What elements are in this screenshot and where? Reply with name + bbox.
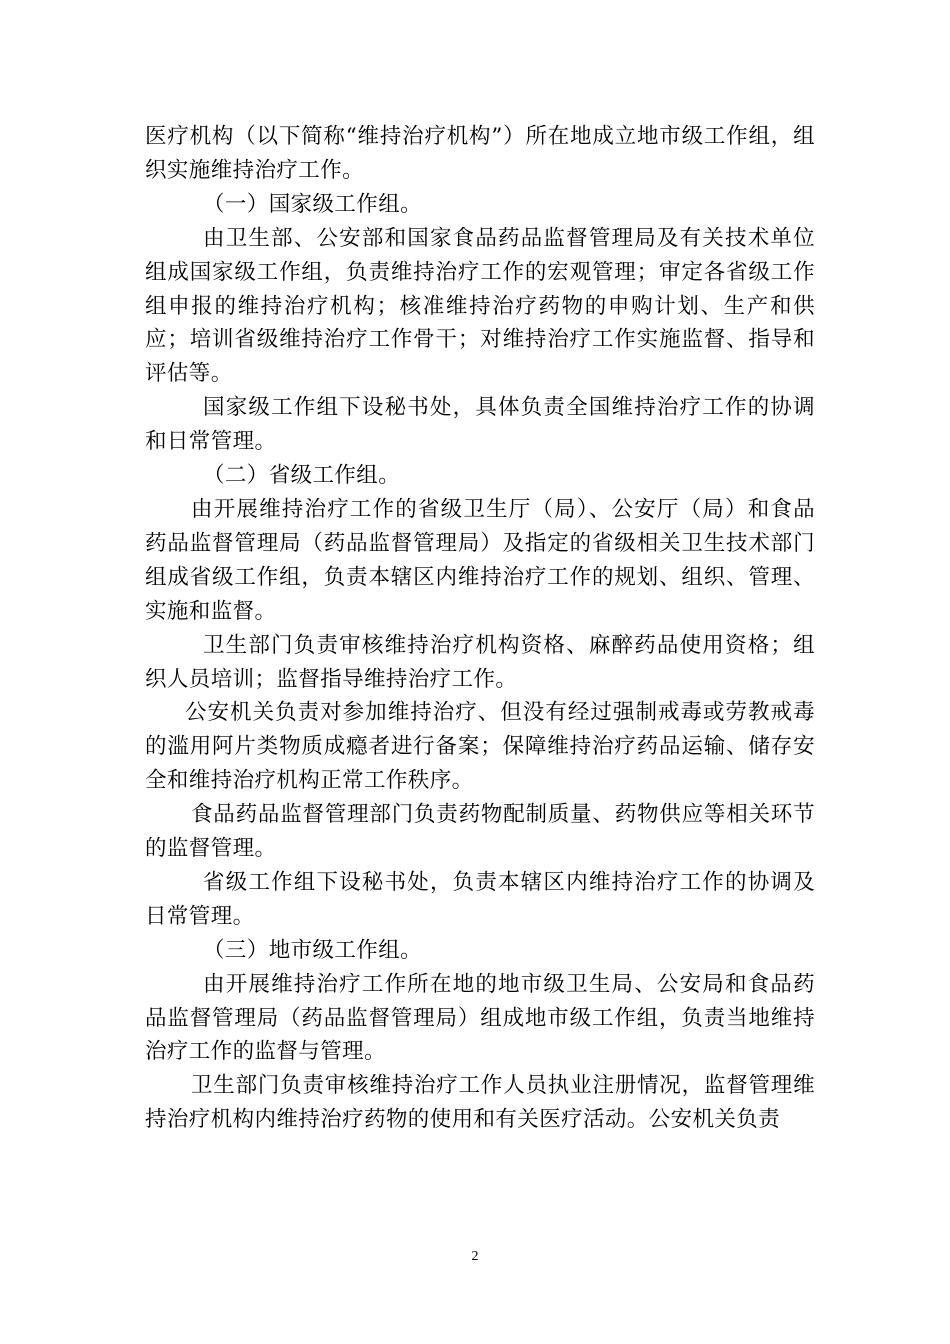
paragraph-municipal-group: 由开展维持治疗工作所在地的地市级卫生局、公安局和食品药品监督管理局（药品监督管理局）组成地市级工作组，负责当地维持治疗工作的监督与管理。 — [145, 971, 815, 1065]
heading-provincial-group: （二）省级工作组。 — [203, 463, 401, 489]
paragraph-health-department: 卫生部门负责审核维持治疗机构资格、麻醉药品使用资格；组织人员培训；监督指导维持治疗工作。 — [145, 632, 815, 692]
paragraph-national-group: 由卫生部、公安部和国家食品药品监督管理局及有关技术单位组成国家级工作组，负责维持治疗工作的宏观管理；审定各省级工作组申报的维持治疗机构；核准维持治疗药物的申购计划、生产和供应；培训省级维持治疗工作骨干；对维持治疗工作实施监督、指导和评估等。 — [145, 225, 815, 387]
paragraph-continuation: 医疗机构（以下简称“维持治疗机构”）所在地成立地市级工作组，组织实施维持治疗工作。 — [145, 124, 815, 183]
paragraph-provincial-group: 由开展维持治疗工作的省级卫生厅（局）、公安厅（局）和食品药品监督管理局（药品监督管理局）及指定的省级相关卫生技术部门组成省级工作组，负责本辖区内维持治疗工作的规划、组织、管理、实施和监督。 — [145, 496, 815, 624]
paragraph-provincial-secretariat: 省级工作组下设秘书处，负责本辖区内维持治疗工作的协调及日常管理。 — [145, 869, 815, 929]
paragraph-national-secretariat: 国家级工作组下设秘书处，具体负责全国维持治疗工作的协调和日常管理。 — [145, 395, 815, 455]
paragraph-food-drug-admin: 食品药品监督管理部门负责药物配制质量、药物供应等相关环节的监督管理。 — [145, 802, 815, 862]
heading-national-group: （一）国家级工作组。 — [203, 191, 423, 217]
paragraph-public-security: 公安机关负责对参加维持治疗、但没有经过强制戒毒或劳教戒毒的滥用阿片类物质成瘾者进行备案；保障维持治疗药品运输、储存安全和维持治疗机构正常工作秩序。 — [145, 700, 815, 794]
body-text — [145, 120, 815, 1137]
page-number: 2 — [471, 1249, 479, 1264]
paragraph-municipal-health: 卫生部门负责审核维持治疗工作人员执业注册情况，监督管理维持治疗机构内维持治疗药物的使用和有关医疗活动。公安机关负责 — [145, 1073, 815, 1133]
heading-municipal-group: （三）地市级工作组。 — [203, 937, 423, 963]
